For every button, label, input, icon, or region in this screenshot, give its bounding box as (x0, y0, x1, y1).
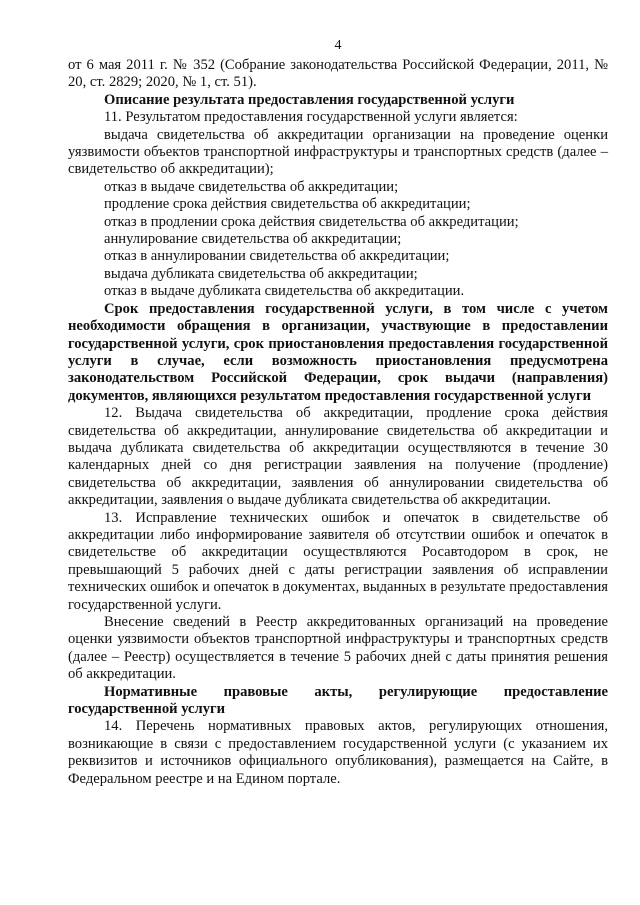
list-item: выдача дубликата свидетельства об аккредитации; (104, 265, 418, 282)
paragraph-registry: Внесение сведений в Реестр аккредитованных организаций на проведение оценки уязвимости объектов транспортной инфраструктуры и транспортных средств (далее – Реестр) осуществляется в течение 5 рабочих дней с даты принятия решения об аккредитации. (68, 614, 608, 683)
heading-service-term: Срок предоставления государственной услуги, в том числе с учетом необходимости обращения в организации, участвующие в предоставлении государственной услуги, срок приостановления предоставления государственной услуги в случае, если возможность приостановления предусмотрена законодательством Российской Федерации, срок выдачи (направления) документов, являющихся результатом предоставления государственной услуги (68, 300, 608, 404)
list-item: отказ в выдаче дубликата свидетельства об аккредитации. (104, 283, 465, 300)
heading-legal-acts: Нормативные правовые акты, регулирующие предоставление государственной услуги (68, 683, 608, 718)
list-item: отказ в продлении срока действия свидетельства об аккредитации; (104, 213, 519, 230)
paragraph-intro: от 6 мая 2011 г. № 352 (Собрание законодательства Российской Федерации, 2011, № 20, ст. 2829; 2020, № 1, ст. 51). (68, 57, 608, 91)
page-number: 4 (334, 38, 342, 53)
paragraph-11: 11. Результатом предоставления государственной услуги является: (104, 109, 518, 126)
list-item: продление срока действия свидетельства об аккредитации; (104, 196, 471, 213)
paragraph-12: 12. Выдача свидетельства об аккредитации, продление срока действия свидетельства об аккредитации, аннулирование свидетельства об аккредитации и выдача дубликата свидетельства об аккредитации осуществляются в течение 30 календарных дней со дня регистрации заявления на получение (продление) свидетельства об аккредитации, заявления об аннулировании свидетельства об аккредитации, заявления о выдаче дубликата свидетельства об аккредитации. (68, 405, 608, 509)
heading-service-result: Описание результата предоставления государственной услуги (104, 91, 515, 108)
paragraph-14: 14. Перечень нормативных правовых актов, регулирующих отношения, возникающие в связи с предоставлением государственной услуги (с указанием их реквизитов и источников официального опубликования), размещается на Сайте, в Федеральном реестре и на Едином портале. (68, 718, 608, 787)
document-page (68, 0, 608, 788)
paragraph-13: 13. Исправление технических ошибок и опечаток в свидетельстве об аккредитации либо информирование заявителя об отсутствии ошибок и опечаток в свидетельстве об аккредитации осуществляются Росавтодором в срок, не превышающий 5 рабочих дней с даты регистрации заявления об исправлении технических ошибок и опечаток в документах, выданных в результате предоставления государственной услуги. (68, 509, 608, 613)
list-item: аннулирование свидетельства об аккредитации; (104, 231, 402, 248)
list-item: выдача свидетельства об аккредитации организации на проведение оценки уязвимости объектов транспортной инфраструктуры и транспортных средств (далее – свидетельство об аккредитации); (68, 126, 608, 178)
list-item: отказ в выдаче свидетельства об аккредитации; (104, 178, 399, 195)
list-item: отказ в аннулировании свидетельства об аккредитации; (104, 248, 450, 265)
